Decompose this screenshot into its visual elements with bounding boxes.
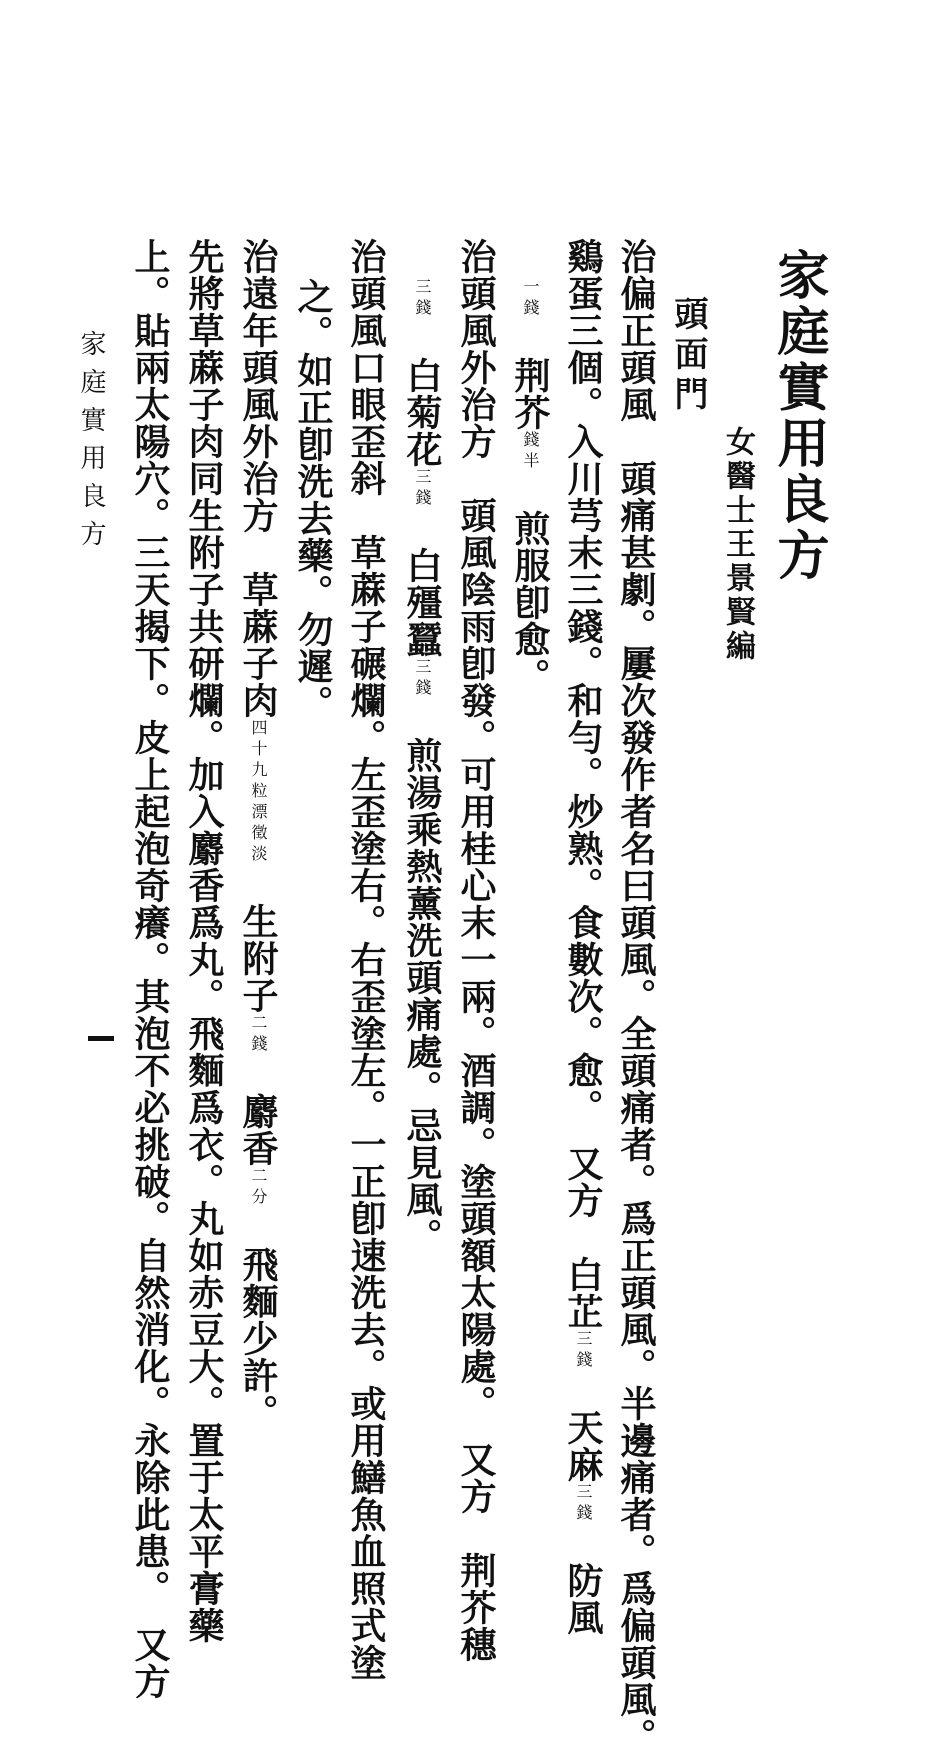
- text-column: [509, 278, 551, 695]
- body-text: 治頭風口眼歪斜 草蔴子碾爛。左歪塗右。右歪塗左。一正卽速洗去。或用鱔魚血照式塗: [345, 238, 387, 1681]
- body-text: 治頭風外治方 頭風陰雨卽發。可用桂心末一兩。酒調。塗頭額太陽處。 又方 荆芥穗: [455, 238, 497, 1663]
- text-column: [345, 238, 387, 1681]
- body-text: 白殭蠶: [401, 510, 443, 658]
- body-text: 麝香: [237, 1056, 279, 1167]
- text-column: [292, 278, 334, 722]
- body-text: 荆芥: [509, 320, 551, 431]
- body-text: 治偏正頭風 頭痛甚劇。屢次發作者名曰頭風。全頭痛者。爲正頭風。半邊痛者。爲偏頭風。: [615, 238, 657, 1755]
- page-number: [88, 1036, 114, 1041]
- body-text: 飛麵少許。: [237, 1209, 279, 1431]
- dosage-note: 三錢: [574, 1330, 593, 1372]
- dosage-note: 四十九粒漂徵淡: [249, 719, 268, 866]
- body-text: 白菊花: [401, 320, 443, 468]
- body-text: 天麻: [562, 1372, 604, 1483]
- body-text: 煎服卽愈。: [509, 473, 551, 695]
- body-text: 防風: [562, 1525, 604, 1636]
- text-column: [401, 278, 443, 1255]
- body-text: 上。貼兩太陽穴。三天揭下。皮上起泡奇癢。其泡不必挑破。自然消化。永除此患。 又方: [129, 238, 171, 1700]
- dosage-note: 二錢: [249, 1014, 268, 1056]
- text-column: [615, 238, 657, 1755]
- dosage-note: 三錢: [413, 468, 432, 510]
- running-title: 家庭實用良方: [76, 330, 106, 558]
- dosage-note: 三錢: [574, 1483, 593, 1525]
- dosage-note: 三錢: [413, 278, 432, 320]
- author-line: 女醫士王景賢編: [720, 426, 755, 664]
- text-column: [129, 238, 171, 1700]
- body-text: 煎湯乘熱薰洗頭痛處。忌見風。: [401, 700, 443, 1255]
- dosage-note: 三錢: [413, 658, 432, 700]
- text-column: [237, 238, 279, 1431]
- body-text: 治遠年頭風外治方 草蔴子肉: [237, 238, 279, 719]
- body-text: 之。如正卽洗去藥。勿遲。: [292, 278, 334, 722]
- text-column: [455, 238, 497, 1663]
- section-heading: 頭面門: [668, 296, 708, 416]
- book-title: 家庭實用良方: [768, 248, 829, 584]
- text-column: [183, 238, 225, 1644]
- body-text: 生附子: [237, 866, 279, 1014]
- body-text: 鷄蛋三個。入川芎末三錢。和勻。炒熟。食數次。愈。 又方 白芷: [562, 238, 604, 1330]
- dosage-note: 二分: [249, 1167, 268, 1209]
- dosage-note: 一錢: [521, 278, 540, 320]
- dosage-note: 錢半: [521, 431, 540, 473]
- body-text: 先將草蔴子肉同生附子共研爛。加入麝香爲丸。飛麵爲衣。丸如赤豆大。置于太平膏藥: [183, 238, 225, 1644]
- text-column: [562, 238, 604, 1636]
